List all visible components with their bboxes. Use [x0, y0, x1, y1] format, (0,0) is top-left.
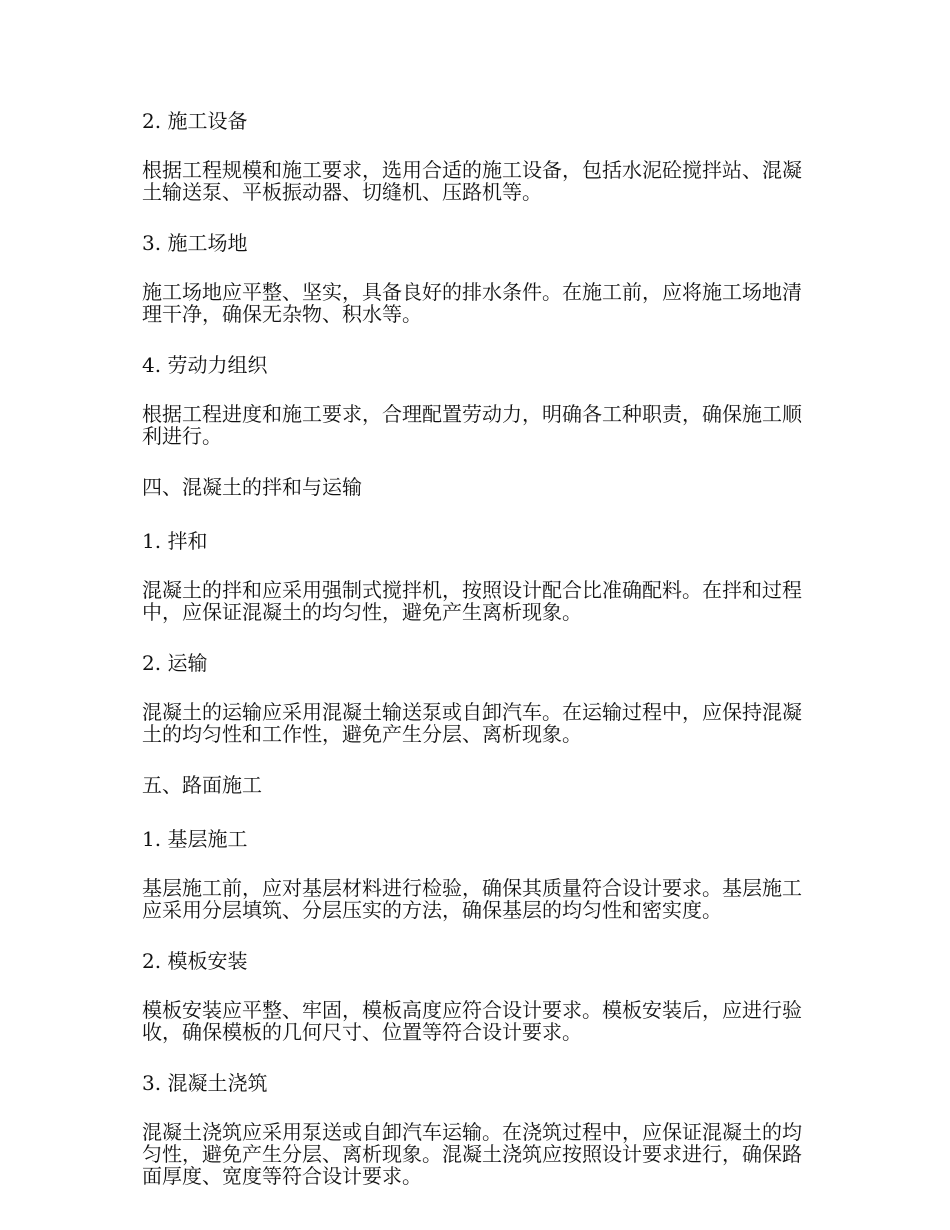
paragraph-construction-equipment: 根据工程规模和施工要求，选用合适的施工设备，包括水泥砼搅拌站、混凝土输送泵、平板振动器、切缝机、压路机等。 [142, 158, 802, 204]
paragraph-construction-site: 施工场地应平整、坚实，具备良好的排水条件。在施工前，应将施工场地清理干净，确保无杂物、积水等。 [142, 280, 802, 326]
heading-labor-organization: 4. 劳动力组织 [142, 353, 268, 377]
paragraph-concrete-pouring: 混凝土浇筑应采用泵送或自卸汽车运输。在浇筑过程中，应保证混凝土的均匀性，避免产生分层、离析现象。混凝土浇筑应按照设计要求进行，确保路面厚度、宽度等符合设计要求。 [142, 1120, 802, 1188]
paragraph-transport: 混凝土的运输应采用混凝土输送泵或自卸汽车。在运输过程中，应保持混凝土的均匀性和工作性，避免产生分层、离析现象。 [142, 700, 802, 746]
section-heading-pavement-construction: 五、路面施工 [142, 773, 262, 797]
document-body [142, 105, 802, 1211]
heading-construction-site: 3. 施工场地 [142, 231, 248, 255]
heading-transport: 2. 运输 [142, 651, 208, 675]
paragraph-base-construction: 基层施工前，应对基层材料进行检验，确保其质量符合设计要求。基层施工应采用分层填筑、分层压实的方法，确保基层的均匀性和密实度。 [142, 876, 802, 922]
paragraph-formwork-installation: 模板安装应平整、牢固，模板高度应符合设计要求。模板安装后，应进行验收，确保模板的几何尺寸、位置等符合设计要求。 [142, 998, 802, 1044]
heading-construction-equipment: 2. 施工设备 [142, 109, 248, 133]
heading-formwork-installation: 2. 模板安装 [142, 949, 248, 973]
heading-concrete-pouring: 3. 混凝土浇筑 [142, 1071, 268, 1095]
heading-mixing: 1. 拌和 [142, 529, 208, 553]
heading-base-construction: 1. 基层施工 [142, 827, 248, 851]
paragraph-labor-organization: 根据工程进度和施工要求，合理配置劳动力，明确各工种职责，确保施工顺利进行。 [142, 402, 802, 448]
paragraph-mixing: 混凝土的拌和应采用强制式搅拌机，按照设计配合比准确配料。在拌和过程中，应保证混凝土的均匀性，避免产生离析现象。 [142, 578, 802, 624]
section-heading-mixing-transport: 四、混凝土的拌和与运输 [142, 475, 362, 499]
